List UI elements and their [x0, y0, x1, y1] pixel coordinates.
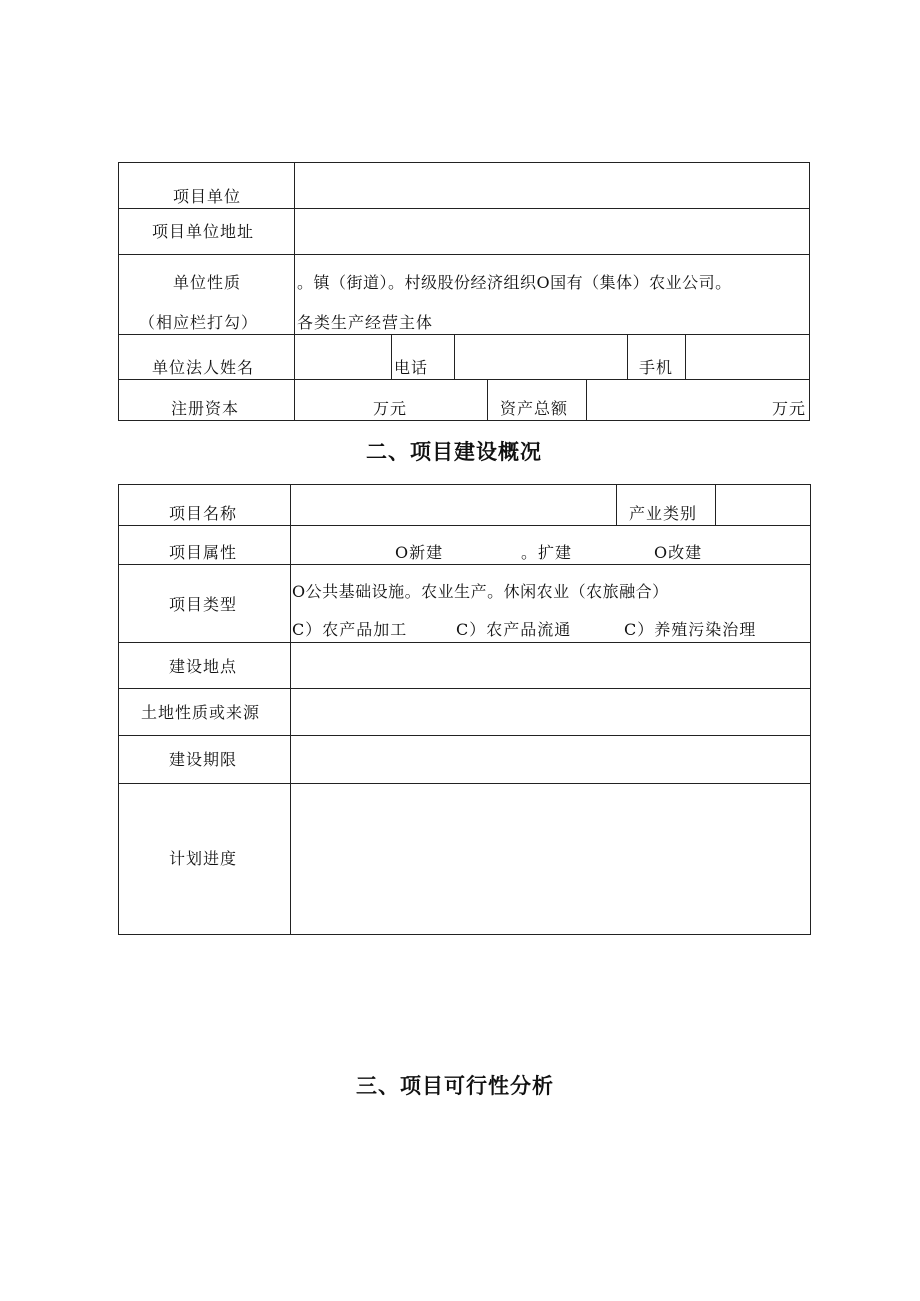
total-assets-label: 资产总额 [500, 399, 569, 418]
phone-label: 电话 [394, 358, 429, 377]
section-3-heading: 三、项目可行性分析 [356, 1074, 554, 1098]
type-circulation-option[interactable]: C）农产品流通 [456, 620, 572, 639]
unit-nature-hint: （相应栏打勾） [139, 313, 259, 332]
legal-person-field[interactable] [295, 335, 391, 379]
unit-address-label: 项目单位地址 [152, 222, 255, 241]
industry-category-label: 产业类别 [629, 504, 698, 523]
legal-person-label: 单位法人姓名 [152, 358, 255, 377]
plan-field[interactable] [291, 784, 810, 934]
type-pollution-option[interactable]: C）养殖污染治理 [624, 620, 757, 639]
section-2-heading: 二、项目建设概况 [366, 440, 542, 464]
row-divider [119, 379, 809, 380]
unit-address-field[interactable] [295, 209, 809, 254]
column-divider [627, 334, 628, 379]
project-name-field[interactable] [291, 485, 616, 525]
project-overview-table [118, 484, 811, 935]
column-divider [391, 334, 392, 379]
type-processing-option[interactable]: C）农产品加工 [292, 620, 408, 639]
project-type-label: 项目类型 [169, 595, 238, 614]
row-divider [119, 564, 810, 565]
phone-field[interactable] [455, 335, 627, 379]
period-field[interactable] [291, 736, 810, 783]
project-attr-label: 项目属性 [169, 543, 238, 562]
attr-expand-option[interactable]: 。扩建 [521, 543, 573, 562]
industry-category-field[interactable] [716, 485, 810, 525]
attr-rebuild-option[interactable]: O改建 [654, 543, 703, 562]
land-label: 土地性质或来源 [141, 703, 261, 722]
project-unit-label: 项目单位 [173, 187, 242, 206]
project-unit-field[interactable] [295, 163, 809, 208]
attr-new-option[interactable]: O新建 [395, 543, 444, 562]
mobile-label: 手机 [639, 358, 674, 377]
project-type-options[interactable]: O公共基础设施。农业生产。休闲农业（农旅融合） [292, 582, 669, 601]
column-divider [586, 379, 587, 420]
assets-unit: 万元 [772, 399, 807, 418]
location-field[interactable] [291, 643, 810, 688]
unit-nature-options[interactable]: 。镇（街道）。村级股份经济组织O国有（集体）农业公司。 [297, 273, 732, 292]
unit-nature-option-other[interactable]: 各类生产经营主体 [297, 313, 434, 332]
plan-label: 计划进度 [169, 849, 238, 868]
capital-unit: 万元 [373, 399, 408, 418]
row-divider [119, 525, 810, 526]
unit-nature-label: 单位性质 [173, 273, 242, 292]
row-divider [119, 254, 809, 255]
unit-info-table [118, 162, 810, 421]
location-label: 建设地点 [169, 657, 238, 676]
project-name-label: 项目名称 [169, 504, 238, 523]
registered-capital-label: 注册资本 [171, 399, 240, 418]
mobile-field[interactable] [686, 335, 809, 379]
land-field[interactable] [291, 689, 810, 735]
column-divider [616, 485, 617, 525]
period-label: 建设期限 [169, 750, 238, 769]
column-divider [487, 379, 488, 420]
